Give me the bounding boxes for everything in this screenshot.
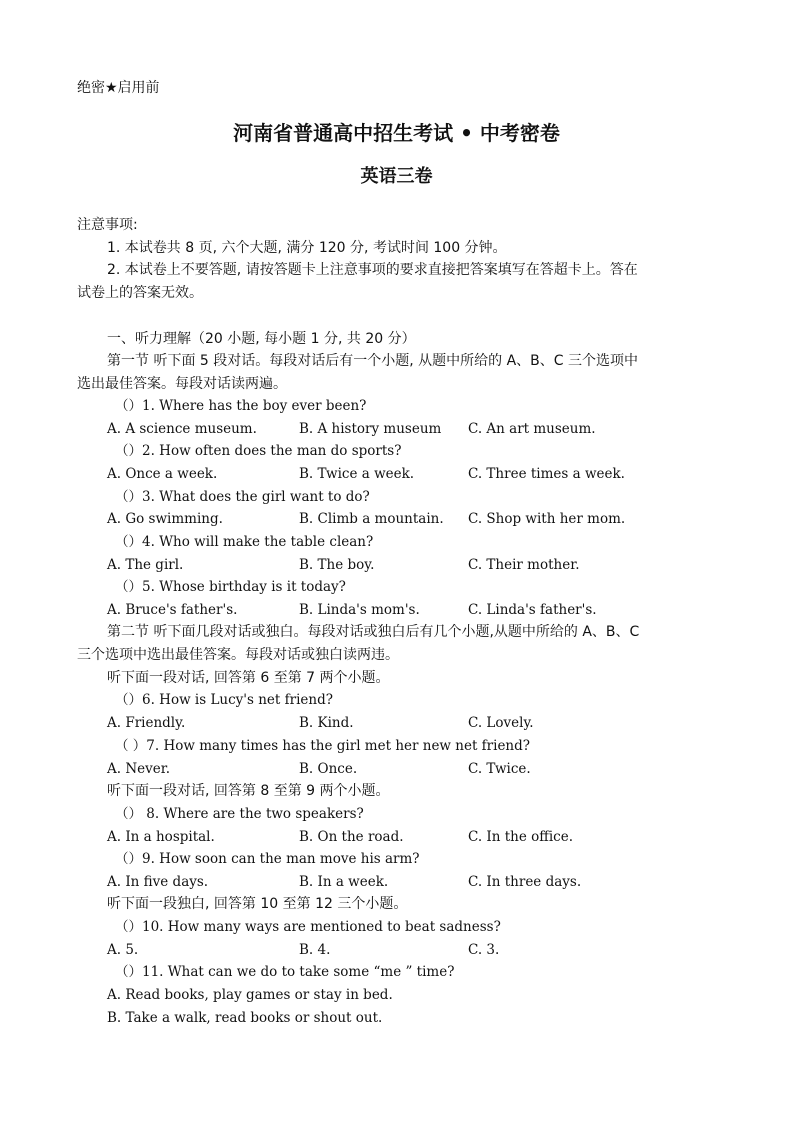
q3-option-b: B. Climb a mountain.	[299, 511, 444, 527]
exam-subtitle: 英语三卷	[360, 166, 433, 187]
q2-option-b: B. Twice a week.	[299, 466, 415, 482]
question-8: （） 8. Where are the two speakers?	[115, 806, 364, 822]
question-11: （）11. What can we do to take some “me ” time?	[115, 964, 455, 980]
q11-option-a: A. Read books, play games or stay in bed.	[107, 987, 393, 1003]
notice-heading: 注意事项:	[77, 217, 138, 233]
q9-option-c: C. In three days.	[468, 874, 582, 890]
section-heading: 一、听力理解（20 小题, 每小题 1 分, 共 20 分）	[107, 331, 416, 347]
notice-item-2-cont: 试卷上的答案无效。	[77, 285, 203, 301]
part1-instruction: 第一节 听下面 5 段对话。每段对话后有一个小题, 从题中所给的 A、B、C 三个选项中	[107, 353, 639, 369]
notice-item-2: 2. 本试卷上不要答题, 请按答题卡上注意事项的要求直接把答案填写在答超卡上。答在	[107, 262, 638, 278]
q1-option-b: B. A history museum	[299, 421, 442, 437]
q7-option-b: B. Once.	[299, 761, 358, 777]
intro-questions-10-12: 听下面一段独白, 回答第 10 至第 12 三个小题。	[107, 896, 408, 912]
question-2: （）2. How often does the man do sports?	[115, 443, 402, 459]
exam-title: 河南省普通高中招生考试 • 中考密卷	[233, 121, 560, 145]
q5-option-c: C. Linda's father's.	[468, 602, 597, 618]
q8-option-a: A. In a hospital.	[107, 829, 215, 845]
question-6: （）6. How is Lucy's net friend?	[115, 692, 333, 708]
q8-option-c: C. In the office.	[468, 829, 574, 845]
part1-instruction-cont: 选出最佳答案。每段对话读两遍。	[77, 376, 287, 392]
q5-option-b: B. Linda's mom's.	[299, 602, 420, 618]
question-4: （）4. Who will make the table clean?	[115, 534, 374, 550]
q8-option-b: B. On the road.	[299, 829, 404, 845]
q9-option-b: B. In a week.	[299, 874, 389, 890]
question-7: （ ）7. How many times has the girl met her new net friend?	[115, 738, 531, 754]
q7-option-a: A. Never.	[107, 761, 171, 777]
q1-option-a: A. A science museum.	[107, 421, 257, 437]
q3-option-a: A. Go swimming.	[107, 511, 223, 527]
question-3: （）3. What does the girl want to do?	[115, 489, 370, 505]
q2-option-c: C. Three times a week.	[468, 466, 625, 482]
question-5: （）5. Whose birthday is it today?	[115, 579, 346, 595]
intro-questions-8-9: 听下面一段对话, 回答第 8 至第 9 两个小题。	[107, 783, 390, 799]
question-9: （）9. How soon can the man move his arm?	[115, 851, 420, 867]
part2-instruction-cont: 三个选项中选出最佳答案。每段对话或独白读两违。	[77, 647, 399, 663]
q5-option-a: A. Bruce's father's.	[107, 602, 238, 618]
notice-item-1: 1. 本试卷共 8 页, 六个大题, 满分 120 分, 考试时间 100 分钟。	[107, 240, 507, 256]
question-1: （）1. Where has the boy ever been?	[115, 398, 367, 414]
intro-questions-6-7: 听下面一段对话, 回答第 6 至第 7 两个小题。	[107, 670, 390, 686]
q4-option-b: B. The boy.	[299, 557, 375, 573]
q4-option-a: A. The girl.	[107, 557, 184, 573]
q2-option-a: A. Once a week.	[107, 466, 218, 482]
q6-option-a: A. Friendly.	[107, 715, 186, 731]
q6-option-c: C. Lovely.	[468, 715, 534, 731]
question-10: （）10. How many ways are mentioned to beat sadness?	[115, 919, 501, 935]
q1-option-c: C. An art museum.	[468, 421, 596, 437]
q10-option-a: A. 5.	[107, 942, 139, 958]
q4-option-c: C. Their mother.	[468, 557, 580, 573]
q10-option-b: B. 4.	[299, 942, 331, 958]
q11-option-b: B. Take a walk, read books or shout out.	[107, 1010, 383, 1026]
part2-instruction: 第二节 听下面几段对话或独白。每段对话或独白后有几个小题,从题中所给的 A、B、C	[107, 624, 640, 640]
q10-option-c: C. 3.	[468, 942, 500, 958]
q6-option-b: B. Kind.	[299, 715, 354, 731]
q9-option-a: A. In five days.	[107, 874, 209, 890]
q7-option-c: C. Twice.	[468, 761, 531, 777]
q3-option-c: C. Shop with her mom.	[468, 511, 626, 527]
confidential-label: 绝密★启用前	[77, 80, 160, 96]
